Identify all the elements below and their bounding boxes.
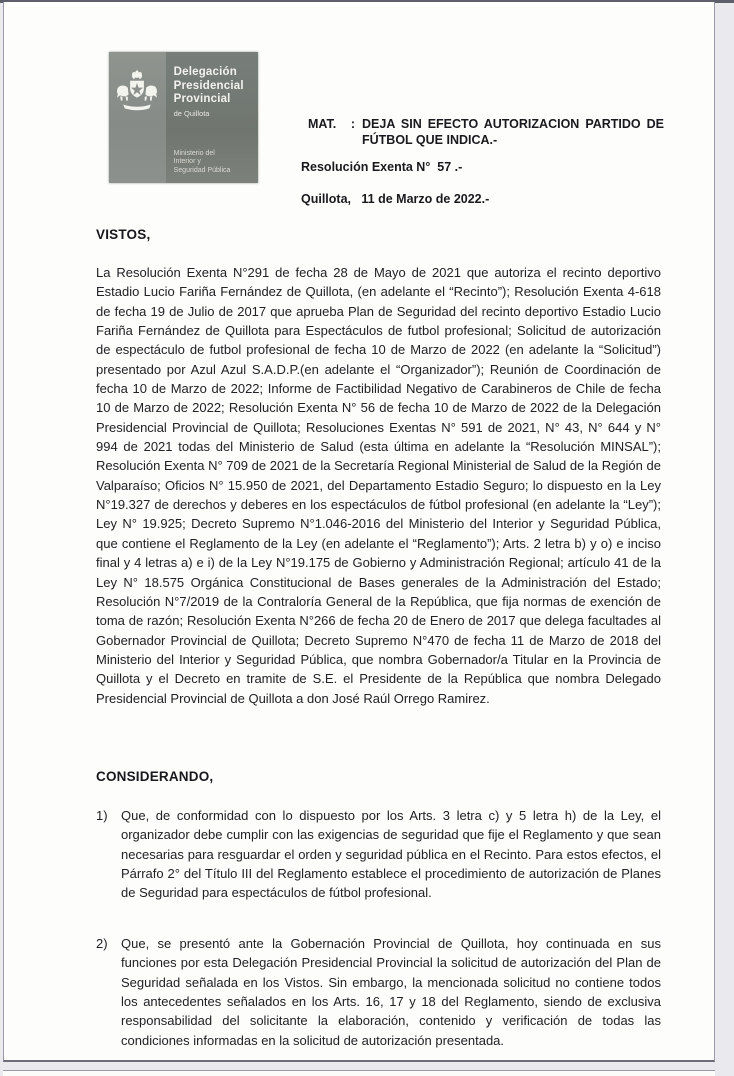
org-name-line: Presidencial (173, 79, 244, 92)
considerando-heading: CONSIDERANDO, (96, 769, 214, 784)
next-page-edge (3, 1070, 715, 1076)
vistos-heading: VISTOS, (96, 227, 151, 242)
ministry-line: Ministerio del (173, 149, 215, 157)
item-number: 1) (96, 808, 108, 823)
place-date-line: Quillota, 11 de Marzo de 2022.- (301, 192, 490, 206)
coat-of-arms-icon (114, 70, 160, 116)
item-number: 2) (96, 936, 108, 951)
mat-separator: : (350, 117, 356, 131)
org-subtitle: de Quillota (173, 108, 210, 118)
letterhead-logo (109, 52, 258, 183)
ministry-line: Seguridad Pública (173, 166, 231, 174)
ministry-line: Interior y (173, 158, 201, 165)
logo-text-pane (166, 52, 258, 183)
org-name-line: Provincial (173, 93, 231, 105)
resolution-number-line: Resolución Exenta N° 57 .- (301, 160, 463, 174)
org-name-line: Delegación (173, 66, 237, 78)
ministry-name (174, 150, 252, 176)
considerando-item-1 (96, 806, 661, 903)
item-text: Que, de conformidad con lo dispuesto por los Arts. 3 letra c) y 5 letra h) de la Ley, el organizador debe cumplir con las exigencias de seguridad que fije el Reglamento y que sean necesarias para resguardar el orden y seguridad pública en el Recinto. Para estos efectos, el Párrafo 2° del Título III del Reglamento establece el procedimiento de autorización de Planes de Seguridad para espectáculos de fútbol profesional. (121, 808, 661, 901)
item-text: Que, se presentó ante la Gobernación Provincial de Quillota, hoy continuada en sus funciones por esta Delegación Presidencial Provincial la solicitud de autorización del Plan de Seguridad señalada en los Vistos. Sin embargo, la mencionada solicitud no contiene todos los antecedentes señalados en los Arts. 16, 17 y 18 del Reglamento, siendo de exclusiva responsabilidad del solicitante la elaboración, contenido y verificación de todas las condiciones informadas en la solicitud de autorización presentada. (121, 936, 661, 1048)
considerando-item-2 (96, 934, 661, 1050)
vistos-paragraph: La Resolución Exenta N°291 de fecha 28 de Mayo de 2021 que autoriza el recinto deportivo Estadio Lucio Fariña Fernández de Quillota, (en adelante el “Recinto”); Resolución Exenta 4-618 de fecha 19 de Julio de 2017 que aprueba Plan de Seguridad del recinto deportivo Estadio Lucio Fariña Fernández de Quillota para Espectáculos de futbol profesional; Solicitud de autorización de espectáculo de futbol profesional de fecha 10 de Marzo de 2022 (en adelante la “Solicitud”) presentado por Azul Azul S.A.D.P.(en adelante el “Organizador”); Reunión de Coordinación de fecha 10 de Marzo de 2022; Informe de Factibilidad Negativo de Carabineros de Chile de fecha 10 de Marzo de 2022; Resolución Exenta N° 56 de fecha 10 de Marzo de 2022 de la Delegación Presidencial Provincial de Quillota; Resoluciones Exentas N° 591 de 2021, N° 43, N° 644 y N° 994 de 2021 todas del Ministerio de Salud (esta última en adelante la “Resolución MINSAL”); Resolución Exenta N° 709 de 2021 de la Secretaría Regional Ministerial de Salud de la Región de Valparaíso; Oficios N° 15.950 de 2021, del Departamento Estadio Seguro; lo dispuesto en la Ley N°19.327 de derechos y deberes en los espectáculos de fútbol profesional (en adelante la “Ley”); Ley N° 19.925; Decreto Supremo N°1.046-2016 del Ministerio del Interior y Seguridad Pública, que contiene el Reglamento de la Ley (en adelante el “Reglamento”); Arts. 2 letra b) y o) e inciso final y 4 letras a) e i) de la Ley N°19.175 de Gobierno y Administración Regional; artículo 41 de la Ley N° 18.575 Orgánica Constitucional de Bases generales de la Administración del Estado; Resolución N°7/2019 de la Contraloría General de la República, que fija normas de exención de toma de razón; Resolución Exenta N°266 de fecha 20 de Enero de 2017 que delega facultades al Gobernador Provincial de Quillota; Decreto Supremo N°470 de fecha 11 de Marzo de 2018 del Ministerio del Interior y Seguridad Pública, que nombra Gobernador/a Titular en la Provincia de Quillota y el Decreto en tramite de S.E. el Presidente de la República que nombra Delegado Presidencial Provincial de Quillota a don José Raúl Orrego Ramirez. (96, 265, 661, 706)
emblem-pane (109, 52, 166, 183)
mat-block (308, 117, 664, 148)
mat-subject: DEJA SIN EFECTO AUTORIZACION PARTIDO DE FÚTBOL QUE INDICA.- (362, 117, 664, 147)
mat-label: MAT. (308, 117, 337, 131)
document-page (3, 2, 715, 1062)
